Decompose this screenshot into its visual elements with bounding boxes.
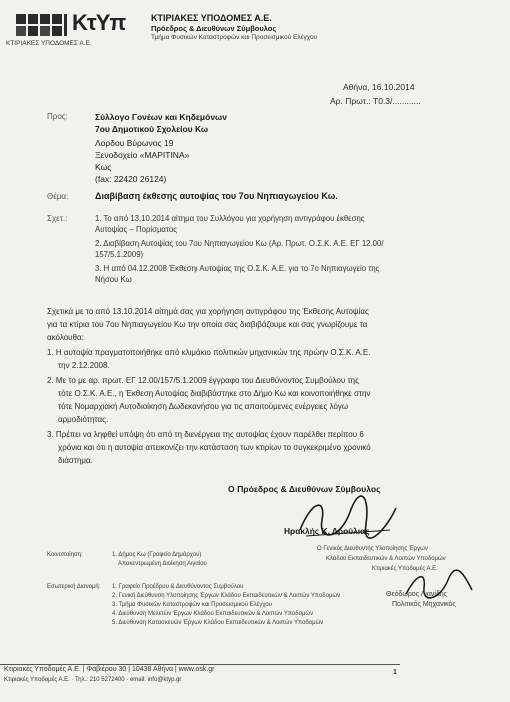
signatory-name: Ηρακλής Κ. Δρούλιας [284,526,370,536]
body-line: για τα κτίρια του 7ου Νηπιαγωγείου Κω την οποία σας διαβιβάζουμε και σας γνωρίζουμε τα [47,320,368,329]
body-line: ακόλουθα: [47,333,84,342]
related-line: Νήσου Κω [95,275,132,284]
internal-line: 3. Τμήμα Φυσικών Καταστροφών και Προσεισμικού Ελέγχου [112,602,272,608]
recipient-line: Ξενοδοχείο «ΜΑΡΙΤΙΝΑ» [95,150,190,160]
gm-title-line: Κτιριακές Υποδομές Α.Ε. [372,566,438,572]
organization-office: Πρόεδρος & Διευθύνων Σύμβουλος [151,24,277,33]
cc-label: Κοινοποίηση: [47,552,83,558]
letter-date: Αθήνα, 16.10.2014 [343,82,415,92]
body-line: χρόνια και ότι η αυτοψία απεικονίζει την κατάσταση των κτιρίων το συγκεκριμένο χρονικό [58,443,371,452]
recipient-line: Λορδου Βύρωνος 19 [95,138,174,148]
internal-label: Εσωτερική Διανομή: [47,584,101,590]
footer-divider [0,664,400,665]
subject-text: Διαβίβαση έκθεσης αυτοψίας του 7ου Νηπιαγωγείου Κω. [95,191,338,201]
logo-text: ΚτΥπ [72,10,126,35]
internal-line: 1. Γραφείο Προέδρου & Διευθύνοντος Συμβούλου [112,584,244,590]
page-number: 1 [393,669,397,676]
subject-label: Θέμα: [47,192,69,201]
handwritten-signature-icon [292,490,402,545]
related-line: 1. Το από 13.10.2014 αίτημα του Συλλόγου για χορήγηση αντιγράφου έκθεσης [95,214,365,223]
related-line: Αυτοψίας – Πορίσματος [95,225,178,234]
gm-title-line: Ο Γενικός Διευθυντής Υλοποίησης Έργων [317,546,428,552]
cc-line: Αποκεντρωμένη Διοίκηση Αιγαίου [118,561,207,567]
related-line: 2. Διαβίβαση Αυτοψίας του 7ου Νηπιαγωγείου Κω (Αρ. Πρωτ. Ο.Σ.Κ. Α.Ε. ΕΓ 12.00/ [95,239,384,248]
body-line: 2. Με το με αρ. πρωτ. ΕΓ 12.00/157/5.1.2009 έγγραφο του Διευθύνοντος Συμβούλου της [47,376,359,385]
signature-title: Ο Πρόεδρος & Διευθύνων Σύμβουλος [228,484,381,494]
gm-title-line: Κλάδου Εκπαιδευτικών & Λοιπών Υποδομών [326,556,446,562]
body-line: Σχετικά με το από 13.10.2014 αίτημά σας για χορήγηση αντιγράφου της Έκθεσης Αυτοψίας [47,307,369,316]
related-label: Σχετ.: [47,214,68,223]
body-line: αρμοδιότητας. [58,415,109,424]
footer-address: Κτιριακές Υποδομές Α.Ε. | Φαβιέρου 30 | 10438 Αθήνα | www.osk.gr [4,666,215,673]
footer-contact: Κτιριακές Υποδομές Α.Ε. · Τηλ.: 210 5272400 · email: info@ktyp.gr [4,677,182,683]
related-line: 157/5.1.2009) [95,250,144,259]
body-line: διάστημα. [58,456,93,465]
organization-department: Τμήμα Φυσικών Καταστροφών και Προσεισμικού Ελέγχου [151,34,318,41]
internal-line: 4. Διεύθυνση Μελετών Έργων Κλάδου Εκπαιδευτικών & Λοιπών Υποδομών [112,611,314,617]
engineer-signature-icon [400,566,480,606]
internal-line: 2. Γενική Διεύθυνση Υλοποίησης Έργων Κλάδου Εκπαιδευτικών & Λοιπών Υποδομών [112,593,341,599]
recipient-line: (fax: 22420 26124) [95,174,167,184]
body-line: την 2.12.2008. [58,361,110,370]
logo-subtitle: ΚΤΙΡΙΑΚΕΣ ΥΠΟΔΟΜΕΣ Α.Ε. [6,40,92,47]
cc-line: 1. Δήμος Κω (Γραφείο Δημάρχου) [112,552,202,558]
engineer-role: Πολιτικός Μηχανικός [392,601,456,608]
body-line: τότε Νομαρχιακή Αυτοδιοίκηση Δωδεκανήσου για τις απαιτούμενες ενέργειες λόγω [58,402,349,411]
body-line: τότε Ο.Σ.Κ. Α.Ε., η Έκθεση Αυτοψίας διαβιβάστηκε στο Δήμο Κω και κοινοποιήθηκε στην [58,389,371,398]
recipient-line: Κως [95,162,112,172]
internal-line: 5. Διεύθυνση Κατασκευών Έργων Κλάδου Εκπαιδευτικών & Λοιπών Υποδομών [112,620,324,626]
recipient-line: Σύλλογο Γονέων και Κηδεμόνων [95,112,227,122]
protocol-number: Αρ. Πρωτ.: Τ0.3/............ [330,96,421,106]
body-line: 3. Πρέπει να ληφθεί υπόψη ότι από τη διενέργεια της αυτοψίας έχουν παρέλθει περίπου 6 [47,430,364,439]
body-line: 1. Η αυτοψία πραγματοποιήθηκε από κλιμάκιο πολιτικών μηχανικών της πρώην Ο.Σ.Κ. Α.Ε. [47,348,371,357]
recipient-label: Προς: [47,112,68,121]
engineer-name: Θεόδωρος Λιανίδης [386,591,448,598]
recipient-line: 7ου Δημοτικού Σχολείου Κω [95,124,209,134]
related-line: 3. Η από 04.12.2008 Έκθεσηι Αυτοψίας της Ο.Σ.Κ. Α.Ε. για το 7ο Νηπιαγωγείο της [95,264,380,273]
organization-name: ΚΤΙΡΙΑΚΕΣ ΥΠΟΔΟΜΕΣ Α.Ε. [151,13,272,23]
